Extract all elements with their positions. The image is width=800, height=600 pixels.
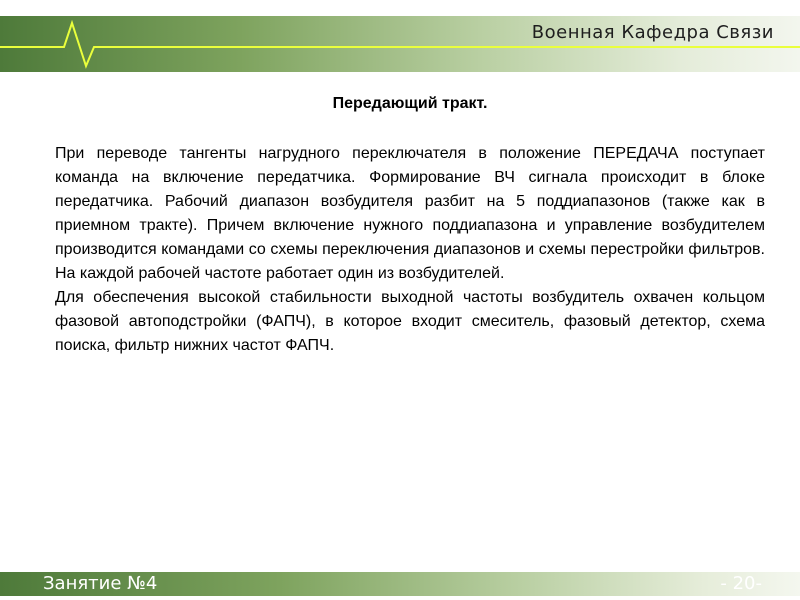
footer-band [0,572,800,596]
lesson-label: Занятие №4 [43,573,158,594]
page-title: Передающий тракт. [332,95,488,112]
header-title: Военная Кафедра Связи [531,22,774,43]
page-number: - 20- [720,573,762,594]
paragraph-2: Для обеспечения высокой стабильности выходной частоты возбудитель охвачен кольцом фазовой автоподстройки (ФАПЧ), в которое входит смеситель, фазовый детектор, схема поиска, фильтр нижних частот ФАПЧ. [55,289,765,354]
paragraph-1: При переводе тангенты нагрудного переключателя в положение ПЕРЕДАЧА поступает команда на включение передатчика. Формирование ВЧ сигнала происходит в блоке передатчика. Рабочий диапазон возбудителя разбит на 5 поддиапазонов (также как в приемном тракте). Причем включение нужного поддиапазона и управление возбудителем производится командами со схемы переключения диапазонов и схемы перестройки фильтров. На каждой рабочей частоте работает один из возбудителей. [55,145,765,282]
content-area [55,92,765,358]
